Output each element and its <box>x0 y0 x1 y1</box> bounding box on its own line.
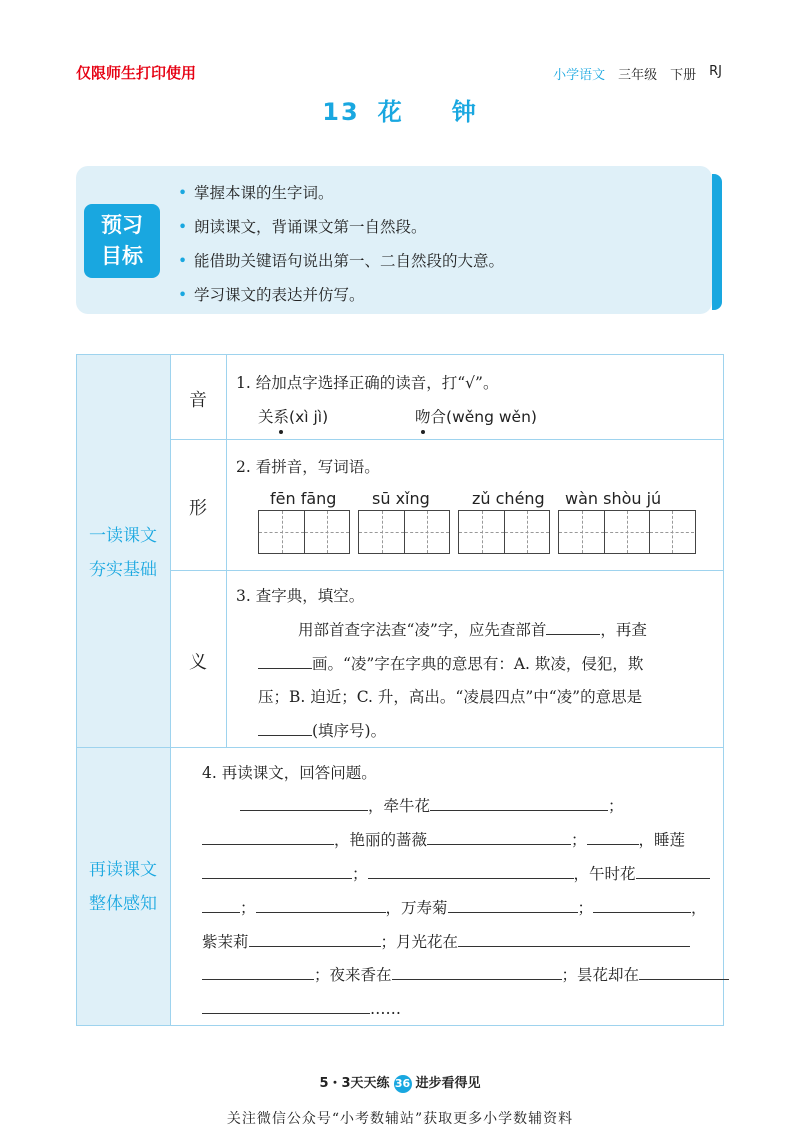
page-number-badge: 36 <box>394 1075 412 1093</box>
pinyin-1: fēn fāng <box>270 489 337 508</box>
q4-text: ；夜来香在 <box>314 966 392 984</box>
badge-line-2: 目标 <box>101 244 143 268</box>
q1-word-1-char-a: 关 <box>258 408 274 426</box>
section2-label-line1: 再读课文 <box>89 860 157 880</box>
answer-blank[interactable] <box>636 862 710 879</box>
section2-label <box>76 853 170 921</box>
answer-blank[interactable] <box>202 828 334 845</box>
q4-line-2 <box>202 828 685 850</box>
q4-line-1 <box>240 794 624 816</box>
q1-word-1 <box>258 405 328 427</box>
answer-blank[interactable] <box>202 963 314 980</box>
answer-blank[interactable] <box>249 930 381 947</box>
print-note: 仅限师生打印使用 <box>76 64 197 82</box>
q4-text: ，万寿菊 <box>385 899 448 917</box>
q4-line-6 <box>202 963 729 985</box>
answer-blank[interactable] <box>202 896 240 913</box>
q3-line-3: 压；B. 迫近；C. 升，高出。“凌晨四点”中“凌”的意思是 <box>258 688 643 706</box>
section1-label <box>76 519 170 587</box>
q3-line-2 <box>258 652 643 674</box>
goal-item: • 学习课文的表达并仿写。 <box>178 278 504 312</box>
title-char-2: 钟 <box>451 98 478 126</box>
answer-blank[interactable] <box>458 930 690 947</box>
q3-text: 用部首查字法查“凌”字，应先查部首 <box>298 621 547 639</box>
answer-blank[interactable] <box>593 896 691 913</box>
footer-brand: 5・3天天练 <box>319 1076 390 1091</box>
footer-slogan: 进步看得见 <box>415 1076 481 1091</box>
goals-list <box>178 176 504 312</box>
pinyin-3: zǔ chéng <box>472 489 545 508</box>
goal-item: • 掌握本课的生字词。 <box>178 176 504 210</box>
answer-blank[interactable] <box>202 862 352 879</box>
goal-item: • 朗读课文，背诵课文第一自然段。 <box>178 210 504 244</box>
answer-blank[interactable] <box>639 963 729 980</box>
q4-text: ；昙花却在 <box>561 966 640 984</box>
q4-text: ；月光花在 <box>380 933 459 951</box>
answer-blank[interactable] <box>240 794 368 811</box>
q4-text: ，午时花 <box>573 865 636 883</box>
answer-blank[interactable] <box>448 896 578 913</box>
q4-text: ； <box>608 797 624 815</box>
q3-text: ，再查 <box>600 621 647 639</box>
q1-dotted-char-2: 吻 <box>415 408 431 426</box>
q4-text: ，睡莲 <box>638 831 686 849</box>
pinyin-4: wàn shòu jú <box>565 489 662 508</box>
q1-prompt: 1. 给加点字选择正确的读音，打“√”。 <box>236 374 499 392</box>
answer-blank[interactable] <box>256 896 386 913</box>
writing-grid-4[interactable] <box>558 510 696 554</box>
writing-grid-1[interactable] <box>258 510 350 554</box>
q3-text: (填序号)。 <box>312 722 387 740</box>
q4-text: …… <box>370 1000 401 1018</box>
q4-text: ； <box>352 865 368 883</box>
row-label-meaning: 义 <box>189 652 207 673</box>
q3-text: 画。“凌”字在字典的意思有：A. 欺凌，侵犯，欺 <box>312 655 644 673</box>
answer-blank[interactable] <box>368 862 574 879</box>
q4-text: ， <box>691 899 707 917</box>
answer-blank[interactable] <box>430 794 608 811</box>
answer-blank[interactable] <box>546 618 600 635</box>
goals-accent-bar <box>712 174 722 310</box>
goal-item: • 能借助关键语句说出第一、二自然段的大意。 <box>178 244 504 278</box>
q4-text: 紫茉莉 <box>202 933 249 951</box>
page-footer <box>0 1072 800 1093</box>
pinyin-2: sū xǐng <box>372 489 430 508</box>
q1-dotted-char-1: 系 <box>273 408 290 426</box>
q2-prompt: 2. 看拼音，写词语。 <box>236 458 380 476</box>
lesson-number: 13 <box>322 98 360 126</box>
lesson-title <box>0 92 800 127</box>
answer-blank[interactable] <box>587 828 639 845</box>
q3-line-4 <box>258 719 386 741</box>
answer-blank[interactable] <box>202 997 370 1014</box>
bottom-watermark-note: 关注微信公众号“小考数辅站”获取更多小学数辅资料 <box>226 1111 574 1127</box>
subject-label: 小学语文 <box>553 68 606 83</box>
q1-word-2 <box>415 405 537 427</box>
section2-label-line2: 整体感知 <box>89 894 157 914</box>
answer-blank[interactable] <box>258 719 312 736</box>
row-label-shape: 形 <box>189 498 207 519</box>
q4-line-3 <box>202 862 710 884</box>
q1-word-2-char-b: 合 <box>430 408 447 426</box>
section1-label-line1: 一读课文 <box>89 526 157 546</box>
section1-label-line2: 夯实基础 <box>89 560 157 580</box>
q4-text: ，牵牛花 <box>368 797 431 815</box>
q1-word-2-options[interactable]: (wěng wěn) <box>446 408 537 426</box>
book-info <box>553 64 722 83</box>
writing-grid-2[interactable] <box>358 510 450 554</box>
answer-blank[interactable] <box>427 828 571 845</box>
q4-line-4 <box>202 896 707 918</box>
title-char-1: 花 <box>377 98 404 126</box>
q3-line-1 <box>298 618 647 640</box>
edition-label: RJ <box>709 64 722 79</box>
answer-blank[interactable] <box>392 963 562 980</box>
q4-text: ； <box>240 899 256 917</box>
preview-goals-badge <box>84 204 160 278</box>
q4-line-5 <box>202 930 690 952</box>
row-label-sound: 音 <box>189 390 207 411</box>
volume-label: 下册 <box>670 68 697 83</box>
q4-text: ，艳丽的蔷薇 <box>334 831 428 849</box>
answer-blank[interactable] <box>258 652 312 669</box>
q1-word-1-options[interactable]: (xì jì) <box>289 408 329 426</box>
q4-prompt: 4. 再读课文，回答问题。 <box>202 764 377 782</box>
grade-label: 三年级 <box>618 68 658 83</box>
q4-line-7 <box>202 997 401 1018</box>
writing-grid-3[interactable] <box>458 510 550 554</box>
q3-prompt: 3. 查字典，填空。 <box>236 587 365 605</box>
q4-text: ； <box>571 831 587 849</box>
q4-text: ； <box>577 899 594 917</box>
badge-line-1: 预习 <box>101 213 143 237</box>
